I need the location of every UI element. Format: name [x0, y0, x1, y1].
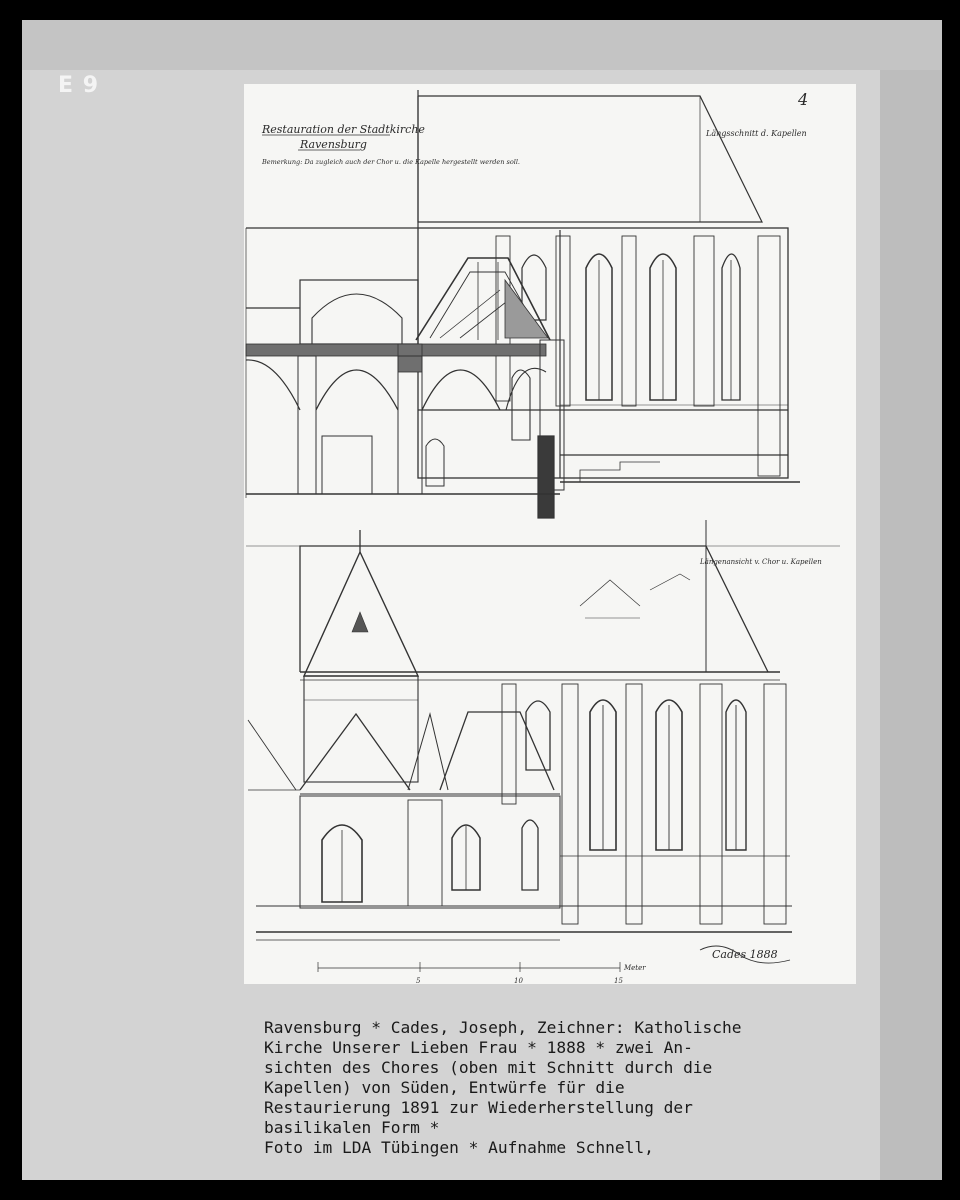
drawing-title-line2: Ravensburg: [300, 138, 367, 151]
scale-bar: [318, 962, 646, 985]
scale-tick-5: 5: [416, 977, 421, 985]
lower-view-label: Längenansicht v. Chor u. Kapellen: [700, 558, 822, 566]
caption-line: Foto im LDA Tübingen * Aufnahme Schnell,: [264, 1138, 654, 1157]
caption-line: Restaurierung 1891 zur Wiederherstellung der: [264, 1098, 693, 1117]
photo-label: E 9: [58, 73, 99, 98]
caption-line: sichten des Chores (oben mit Schnitt durch die: [264, 1058, 713, 1077]
caption-line: Ravensburg * Cades, Joseph, Zeichner: Katholische: [264, 1018, 742, 1037]
lower-elevation-drawing: [246, 520, 840, 940]
upper-view-label: Längsschnitt d. Kapellen: [706, 129, 807, 138]
drawing-title-line1: Restauration der Stadtkirche: [262, 123, 425, 136]
signature: Cades 1888: [712, 948, 778, 961]
archive-caption: [264, 1018, 864, 1158]
caption-line: Kapellen) von Süden, Entwürfe für die: [264, 1078, 625, 1097]
caption-line: Kirche Unserer Lieben Frau * 1888 * zwei An-: [264, 1038, 693, 1057]
drawing-note: Bemerkung: Da zugleich auch der Chor u. die Kapelle hergestellt werden soll.: [262, 158, 520, 166]
scale-unit: Meter: [624, 964, 646, 972]
scale-tick-15: 15: [614, 977, 623, 985]
upper-section-drawing: [246, 90, 807, 518]
scale-tick-10: 10: [514, 977, 523, 985]
page-number: 4: [798, 90, 809, 109]
title-block: [261, 123, 520, 166]
caption-line: basilikalen Form *: [264, 1118, 440, 1137]
